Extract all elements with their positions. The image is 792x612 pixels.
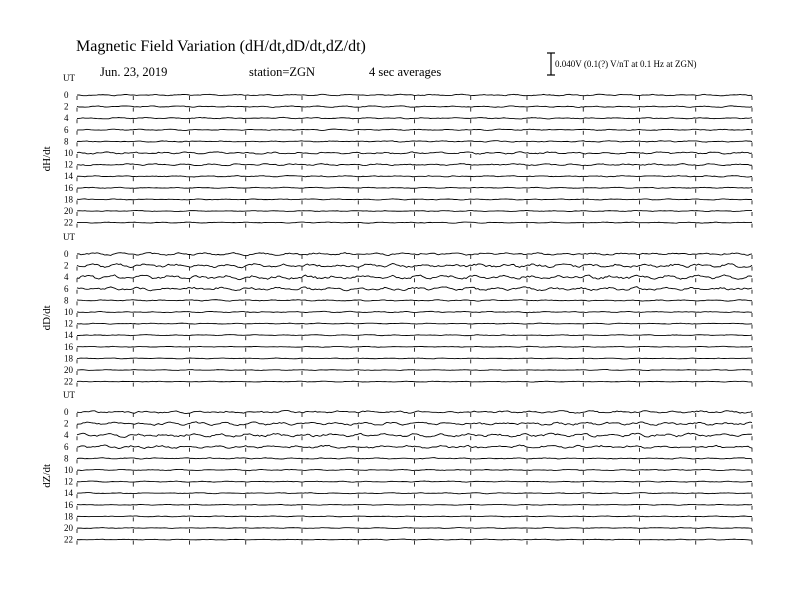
row-label-4: 4 [64, 272, 69, 283]
channel-label: dD/dt [41, 305, 53, 331]
trace-row-22 [77, 539, 752, 540]
trace-row-18 [77, 516, 752, 517]
row-label-20: 20 [64, 206, 73, 216]
row-label-0: 0 [64, 249, 69, 259]
row-label-4: 4 [64, 113, 69, 124]
row-label-22: 22 [64, 534, 73, 545]
trace-row-8 [77, 458, 752, 459]
trace-row-2 [77, 106, 752, 108]
scale-label: 0.040V (0.1(?) V/nT at 0.1 Hz at ZGN) [555, 59, 697, 69]
date-label: Jun. 23, 2019 [100, 65, 168, 79]
row-label-16: 16 [64, 341, 73, 352]
row-label-2: 2 [64, 260, 69, 271]
row-label-14: 14 [64, 488, 73, 499]
row-label-18: 18 [64, 194, 73, 205]
trace-row-12 [77, 481, 752, 482]
station-label: station=ZGN [249, 65, 316, 79]
row-label-8: 8 [64, 136, 69, 147]
trace-row-16 [77, 187, 752, 188]
row-label-20: 20 [64, 365, 73, 375]
trace-row-6 [77, 129, 752, 130]
trace-row-16 [77, 346, 752, 347]
row-label-12: 12 [64, 159, 73, 170]
chart-title: Magnetic Field Variation (dH/dt,dD/dt,dZ/dt) [76, 38, 366, 55]
row-label-12: 12 [64, 318, 73, 329]
trace-row-22 [77, 381, 752, 382]
trace-row-10 [77, 311, 752, 312]
row-label-6: 6 [64, 441, 69, 452]
row-label-16: 16 [64, 182, 73, 193]
row-label-22: 22 [64, 376, 73, 387]
ut-axis-label: UT [63, 73, 75, 83]
row-label-8: 8 [64, 295, 69, 306]
trace-row-0 [77, 94, 752, 96]
trace-row-10 [77, 152, 752, 154]
trace-row-8 [77, 141, 752, 142]
ut-axis-label: UT [63, 232, 75, 242]
row-label-14: 14 [64, 330, 73, 341]
channel-label: dZ/dt [41, 463, 53, 488]
row-label-2: 2 [64, 101, 69, 112]
trace-row-22 [77, 222, 752, 223]
row-label-14: 14 [64, 171, 73, 182]
row-label-4: 4 [64, 430, 69, 441]
trace-row-8 [77, 300, 752, 302]
trace-row-18 [77, 358, 752, 359]
row-label-10: 10 [64, 465, 73, 475]
row-label-0: 0 [64, 407, 69, 417]
panel-dHdt [41, 73, 752, 228]
row-label-20: 20 [64, 523, 73, 533]
trace-row-12 [77, 323, 752, 324]
row-label-18: 18 [64, 353, 73, 364]
row-label-10: 10 [64, 307, 73, 317]
trace-row-20 [77, 369, 752, 370]
trace-row-14 [77, 176, 752, 178]
row-label-12: 12 [64, 476, 73, 487]
trace-row-10 [77, 469, 752, 470]
row-label-6: 6 [64, 124, 69, 135]
row-label-2: 2 [64, 418, 69, 429]
row-label-22: 22 [64, 217, 73, 228]
panel-dDdt [41, 232, 752, 387]
trace-row-14 [77, 493, 752, 494]
row-label-18: 18 [64, 511, 73, 522]
trace-row-20 [77, 528, 752, 529]
channel-label: dH/dt [41, 146, 53, 172]
row-label-0: 0 [64, 90, 69, 100]
ut-axis-label: UT [63, 390, 75, 400]
trace-row-14 [77, 335, 752, 336]
trace-row-18 [77, 199, 752, 200]
trace-row-16 [77, 504, 752, 505]
row-label-16: 16 [64, 499, 73, 510]
averaging-label: 4 sec averages [369, 65, 442, 79]
panel-dZdt [41, 390, 752, 545]
trace-row-4 [77, 117, 752, 119]
row-label-6: 6 [64, 283, 69, 294]
row-label-10: 10 [64, 148, 73, 158]
trace-row-20 [77, 210, 752, 211]
row-label-8: 8 [64, 453, 69, 464]
trace-row-12 [77, 164, 752, 166]
